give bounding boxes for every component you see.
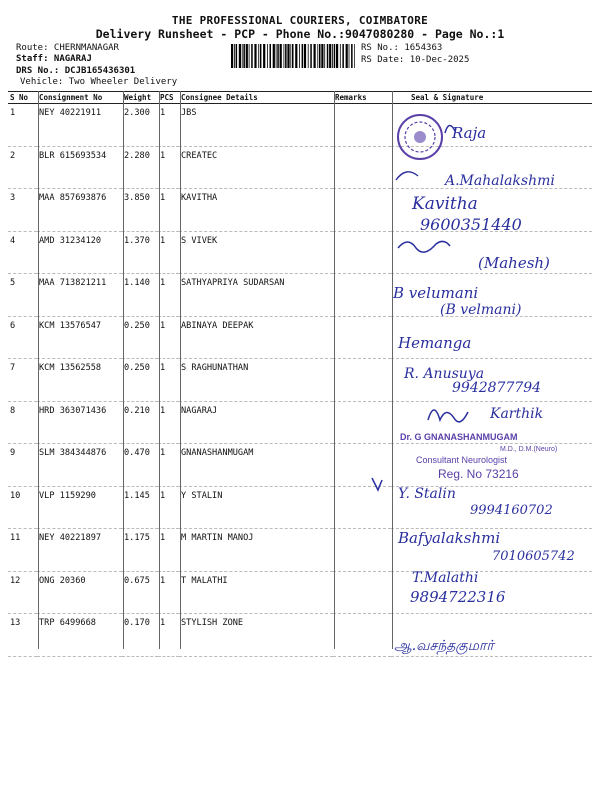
barcode-bar [254,44,256,68]
barcode-bar [251,44,253,68]
barcode-bar [270,44,272,68]
cell-consignment: KCM 13576547 [37,316,122,359]
signature-row-12: T.Malathi [412,570,479,586]
barcode-bar [354,44,355,68]
barcode-bar [285,44,287,68]
col-remarks: Remarks [333,92,391,104]
signature-row-3: Kavitha [412,194,478,214]
barcode-bar [329,44,331,68]
cell-sno: 9 [8,444,37,487]
cell-consignee: NAGARAJ [179,401,333,444]
cell-consignee: S RAGHUNATHAN [179,359,333,402]
signature-row-8: Karthik [490,406,544,422]
table-row [8,359,592,402]
cell-consignment: NEY 40221911 [37,104,122,147]
table-row [8,444,592,487]
cell-signature [391,359,592,402]
cell-signature [391,486,592,529]
phone-row-3: 9600351440 [420,215,522,234]
barcode-bar [314,44,316,68]
cell-consignment: MAA 857693876 [37,189,122,232]
barcode-bar [263,44,265,68]
cell-sno: 1 [8,104,37,147]
cell-sno: 4 [8,231,37,274]
cell-consignment: BLR 615693534 [37,146,122,189]
cell-pcs: 1 [158,274,179,317]
stamp-line-1: Dr. G GNANASHANMUGAM [400,432,518,442]
cell-consignee: M MARTIN MANOJ [179,529,333,572]
cell-consignee: GNANASHANMUGAM [179,444,333,487]
barcode-bar [273,44,275,68]
signature-row-5: B velumani [393,284,479,302]
cell-consignee: JBS [179,104,333,147]
barcode-bar [242,44,243,68]
cell-consignee: ABINAYA DEEPAK [179,316,333,359]
signature-row-6: Hemanga [398,334,472,352]
barcode-bar [267,44,268,68]
barcode-bar [332,44,333,68]
cell-signature [391,614,592,657]
cell-weight: 1.145 [122,486,158,529]
cell-consignment: KCM 13562558 [37,359,122,402]
phone-row-11: 7010605742 [492,549,575,564]
barcode-bar [304,44,306,68]
cell-consignment: HRD 363071436 [37,401,122,444]
cell-sno: 2 [8,146,37,189]
cell-sno: 3 [8,189,37,232]
rs-number: RS No.: 1654363 [361,43,443,53]
cell-pcs: 1 [158,189,179,232]
vehicle-label: Vehicle: Two Wheeler Delivery [20,77,178,87]
cell-pcs: 1 [158,401,179,444]
barcode-bar [340,44,341,68]
cell-sno: 8 [8,401,37,444]
table-header [8,92,592,104]
cell-pcs: 1 [158,316,179,359]
cell-pcs: 1 [158,486,179,529]
barcode-bar [334,44,336,68]
runsheet-subtitle: Delivery Runsheet - PCP - Phone No.:9047080280 - Page No.:1 [95,27,505,41]
col-pcs: PCS [158,92,179,104]
cell-remarks [333,401,391,444]
cell-remarks [333,316,391,359]
cell-signature [391,231,592,274]
column-divider [123,91,124,649]
cell-remarks [333,529,391,572]
cell-remarks [333,444,391,487]
signature-row-1: Raja [452,124,487,142]
table-row [8,614,592,657]
cell-weight: 0.170 [122,614,158,657]
cell-weight: 0.470 [122,444,158,487]
cell-sno: 7 [8,359,37,402]
cell-signature [391,316,592,359]
barcode-bar [295,44,297,68]
cell-weight: 1.370 [122,231,158,274]
cell-weight: 0.210 [122,401,158,444]
cell-weight: 0.250 [122,359,158,402]
phone-row-7: 9942877794 [452,380,542,396]
cell-pcs: 1 [158,359,179,402]
cell-pcs: 1 [158,571,179,614]
cell-remarks [333,486,391,529]
barcode-bar [321,44,323,68]
route-label: Route: CHERNMANAGAR [16,43,119,53]
table-row [8,529,592,572]
cell-weight: 2.280 [122,146,158,189]
barcode-bar [246,44,248,68]
rs-date: RS Date: 10-Dec-2025 [361,55,470,65]
cell-signature [391,274,592,317]
cell-consignee: T MALATHI [179,571,333,614]
table-row [8,571,592,614]
cell-consignment: MAA 713821211 [37,274,122,317]
barcode-bar [308,44,309,68]
column-divider [334,91,335,649]
table-row [8,401,592,444]
cell-pcs: 1 [158,529,179,572]
barcode-bar [276,44,277,68]
barcode-bar [260,44,262,68]
cell-consignment: ONG 20360 [37,571,122,614]
cell-consignee: CREATEC [179,146,333,189]
barcode-bar [258,44,259,68]
barcode-bar [243,44,245,68]
cell-sno: 11 [8,529,37,572]
barcode-bar [346,44,348,68]
barcode-bar [299,44,300,68]
cell-consignment: VLP 1159290 [37,486,122,529]
cell-signature [391,401,592,444]
cell-consignee: S VIVEK [179,231,333,274]
phone-row-10: 9994160702 [470,503,553,518]
cell-signature [391,104,592,147]
signature-row-10: Y. Stalin [398,486,456,502]
col-consignment: Consignment No [37,92,122,104]
cell-remarks [333,104,391,147]
cell-weight: 3.850 [122,189,158,232]
cell-remarks [333,614,391,657]
signature-row-7: R. Anusuya [404,366,485,382]
barcode [231,44,355,68]
stamp-line-3: Consultant Neurologist [416,455,508,465]
cell-sno: 5 [8,274,37,317]
table-row [8,231,592,274]
cell-signature [391,571,592,614]
barcode-bar [231,44,233,68]
barcode-bar [292,44,294,68]
barcode-bar [239,44,241,68]
table-row [8,316,592,359]
stamp-line-2: M.D., D.M.(Neuro) [500,446,558,453]
column-divider [159,91,160,649]
cell-pcs: 1 [158,444,179,487]
barcode-bar [236,44,238,68]
table-row [8,146,592,189]
cell-sno: 13 [8,614,37,657]
cell-pcs: 1 [158,231,179,274]
cell-remarks [333,571,391,614]
col-sno: S No [8,92,37,104]
barcode-bar [234,44,235,68]
cell-weight: 1.140 [122,274,158,317]
phone-row-12: 9894722316 [410,588,506,606]
cell-pcs: 1 [158,146,179,189]
cell-consignment: NEY 40221897 [37,529,122,572]
signature-row-11: Bafyalakshmi [398,529,501,547]
barcode-bar [287,44,289,68]
table-row [8,104,592,147]
cell-consignment: SLM 384344876 [37,444,122,487]
signature-row-13: ஆ.வசந்தகுமார் [394,638,494,654]
company-name: THE PROFESSIONAL COURIERS, COIMBATORE [171,14,429,27]
cell-consignment: TRP 6499668 [37,614,122,657]
barcode-bar [324,44,325,68]
cell-weight: 0.675 [122,571,158,614]
barcode-bar [351,44,353,68]
cell-pcs: 1 [158,614,179,657]
staff-label: Staff: NAGARAJ [16,54,92,64]
barcode-bar [349,44,350,68]
signature-row-4: (Mahesh) [478,254,550,272]
cell-signature [391,444,592,487]
barcode-bar [310,44,312,68]
barcode-bar [249,44,250,68]
barcode-bar [302,44,304,68]
cell-signature [391,529,592,572]
barcode-bar [319,44,321,68]
barcode-bar [317,44,318,68]
cell-weight: 1.175 [122,529,158,572]
cell-sno: 6 [8,316,37,359]
cell-remarks [333,189,391,232]
barcode-bar [290,44,291,68]
cell-remarks [333,359,391,402]
barcode-bar [280,44,282,68]
cell-remarks [333,274,391,317]
signature-row-2: A.Mahalakshmi [445,173,555,189]
cell-consignee: Y STALIN [179,486,333,529]
barcode-bar [327,44,329,68]
cell-remarks [333,231,391,274]
table-row [8,189,592,232]
drs-number: DRS No.: DCJB165436301 [16,66,136,76]
col-seal: Seal & Signature [391,92,592,104]
cell-pcs: 1 [158,104,179,147]
cell-consignee: KAVITHA [179,189,333,232]
barcode-bar [277,44,279,68]
stamp-line-4: Reg. No 73216 [438,467,519,481]
table-row [8,274,592,317]
column-divider [392,91,393,649]
cell-consignee: STYLISH ZONE [179,614,333,657]
cell-consignee: SATHYAPRIYA SUDARSAN [179,274,333,317]
column-divider [38,91,39,649]
col-consignee: Consignee Details [179,92,333,104]
runsheet-table [8,91,592,657]
cell-sno: 12 [8,571,37,614]
cell-sno: 10 [8,486,37,529]
cell-weight: 2.300 [122,104,158,147]
signature-row-5b: (B velmani) [440,302,522,318]
cell-weight: 0.250 [122,316,158,359]
table-row [8,486,592,529]
cell-remarks [333,146,391,189]
barcode-bar [284,44,285,68]
cell-signature [391,189,592,232]
barcode-bar [342,44,344,68]
barcode-bar [336,44,338,68]
col-weight: Weight [122,92,158,104]
cell-signature [391,146,592,189]
cell-consignment: AMD 31234120 [37,231,122,274]
column-divider [180,91,181,649]
